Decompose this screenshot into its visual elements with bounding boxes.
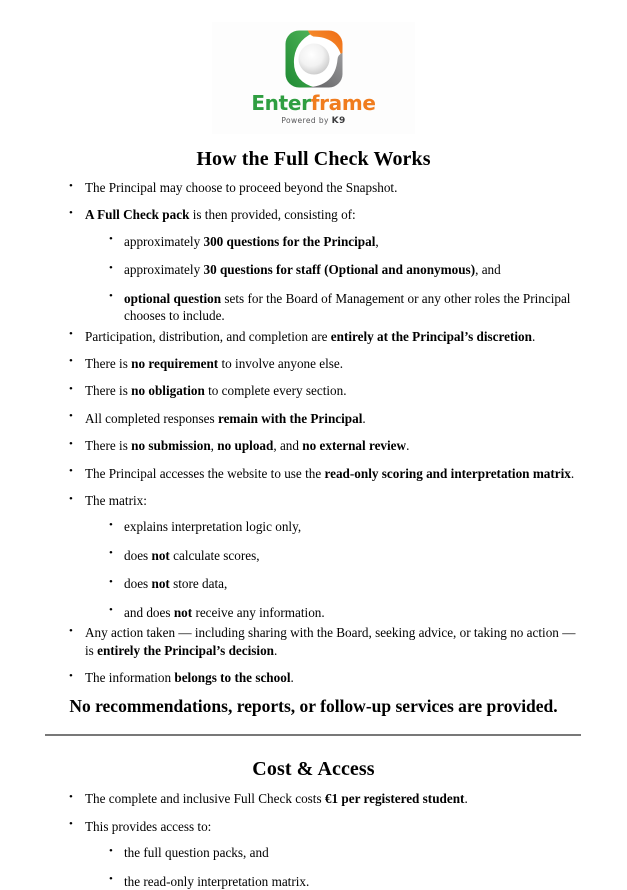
body-text: .: [290, 670, 294, 686]
bullet-list: [0, 179, 627, 686]
logo-tagline-brand: K9: [331, 116, 346, 126]
sub-list-item: [85, 873, 581, 890]
body-text: and does: [124, 604, 174, 620]
emphasis-text: not: [151, 576, 170, 592]
emphasis-text: 30 questions for staff (Optional and anonymous): [203, 262, 476, 278]
document-body: [0, 148, 627, 890]
body-text: store data,: [169, 576, 228, 592]
body-text: to involve anyone else.: [218, 355, 344, 371]
sub-list-item: [85, 604, 581, 621]
list-item: [0, 206, 627, 324]
section-heading: How the Full Check Works: [196, 148, 431, 170]
aperture-shutter-icon: [283, 28, 345, 90]
list-item: [0, 328, 627, 345]
body-text: This provides access to:: [85, 818, 212, 834]
body-text: .: [464, 791, 468, 807]
body-text: The Principal accesses the website to use the: [85, 465, 325, 481]
list-item: [0, 382, 627, 399]
section-divider: [45, 734, 581, 736]
emphasis-text: belongs to the school: [174, 670, 291, 686]
body-text: does: [124, 576, 152, 592]
emphasis-text: no requirement: [131, 355, 219, 371]
emphasis-text: entirely the Principal’s decision: [97, 642, 275, 658]
body-text: .: [570, 465, 575, 481]
body-text: , and: [475, 262, 501, 278]
list-item: [0, 624, 627, 659]
emphasis-text: no external review: [302, 438, 407, 454]
emphasis-text: read-only scoring and interpretation matrix: [324, 465, 571, 481]
logo-word-frame: frame: [310, 91, 376, 115]
list-item: [0, 465, 627, 482]
emphasis-text: no upload: [217, 438, 274, 454]
sub-list-item: [85, 261, 581, 278]
body-text: calculate scores,: [169, 547, 260, 563]
emphasis-text: no obligation: [131, 383, 205, 399]
body-text: ,: [375, 233, 379, 249]
body-text: .: [531, 328, 536, 344]
body-text: approximately: [124, 262, 204, 278]
body-text: All completed responses: [85, 410, 218, 426]
body-text: The Principal may choose to proceed beyond the Snapshot.: [85, 180, 398, 195]
body-text: .: [274, 642, 278, 658]
body-text: sets for the Board of Management or any other roles the Principal chooses to include.: [124, 290, 571, 324]
emphasis-text: €1 per registered student: [324, 791, 465, 807]
logo-tagline: [281, 116, 345, 126]
body-text: , and: [273, 438, 303, 454]
body-text: The information: [85, 670, 175, 686]
list-item: [0, 437, 627, 454]
sub-bullet-list: [85, 233, 581, 325]
sub-list-item: [85, 518, 581, 535]
sub-list-item: [85, 575, 581, 592]
emphasis-text: 300 questions for the Principal: [203, 233, 376, 249]
emphasis-text: A Full Check pack: [85, 207, 190, 223]
list-item: [0, 790, 627, 807]
list-item: [0, 492, 627, 621]
body-text: the full question packs, and: [124, 845, 269, 861]
sub-list-item: [85, 290, 581, 325]
sub-bullet-list: [85, 844, 581, 890]
body-text: There is: [85, 383, 132, 399]
logo-block: [0, 0, 627, 134]
body-text: The complete and inclusive Full Check costs: [85, 791, 325, 807]
sub-bullet-list: [85, 518, 581, 621]
body-text: There is: [85, 355, 132, 371]
section-heading: Cost & Access: [252, 758, 375, 781]
emphasis-text: optional question: [124, 290, 222, 306]
body-text: the read-only interpretation matrix.: [124, 873, 310, 889]
emphasis-text: not: [173, 604, 193, 620]
body-text: to complete every section.: [204, 383, 347, 399]
list-item: [0, 818, 627, 890]
body-text: explains interpretation logic only,: [124, 519, 302, 535]
body-text: ,: [210, 438, 218, 454]
body-text: .: [406, 438, 410, 454]
body-text: receive any information.: [192, 604, 325, 620]
list-item: [0, 355, 627, 372]
list-item: [0, 669, 627, 686]
logo-word-enter: Enter: [251, 91, 311, 115]
logo-wordmark: [251, 93, 375, 113]
sub-list-item: [85, 547, 581, 564]
emphasis-text: not: [151, 547, 170, 563]
emphasis-text: entirely at the Principal’s discretion: [330, 328, 532, 344]
logo-panel: [212, 22, 415, 134]
bullet-list: [0, 790, 627, 890]
body-text: The matrix:: [85, 493, 147, 509]
emphasis-text: remain with the Principal: [217, 410, 363, 426]
body-text: does: [124, 547, 152, 563]
body-text: Participation, distribution, and completion are: [85, 328, 331, 344]
body-text: is then provided, consisting of:: [189, 207, 356, 223]
sub-list-item: [85, 844, 581, 861]
body-text: There is: [85, 438, 132, 454]
logo-tagline-prefix: Powered by: [281, 116, 332, 125]
list-item: [0, 410, 627, 427]
list-item: [0, 179, 627, 196]
sub-list-item: [85, 233, 581, 250]
section-statement: No recommendations, reports, or follow-up services are provided.: [69, 696, 558, 717]
body-text: .: [362, 410, 366, 426]
emphasis-text: no submission: [131, 438, 211, 454]
body-text: approximately: [124, 233, 204, 249]
body-text: Any action taken — including sharing with the Board, seeking advice, or taking no action — is: [85, 625, 576, 658]
